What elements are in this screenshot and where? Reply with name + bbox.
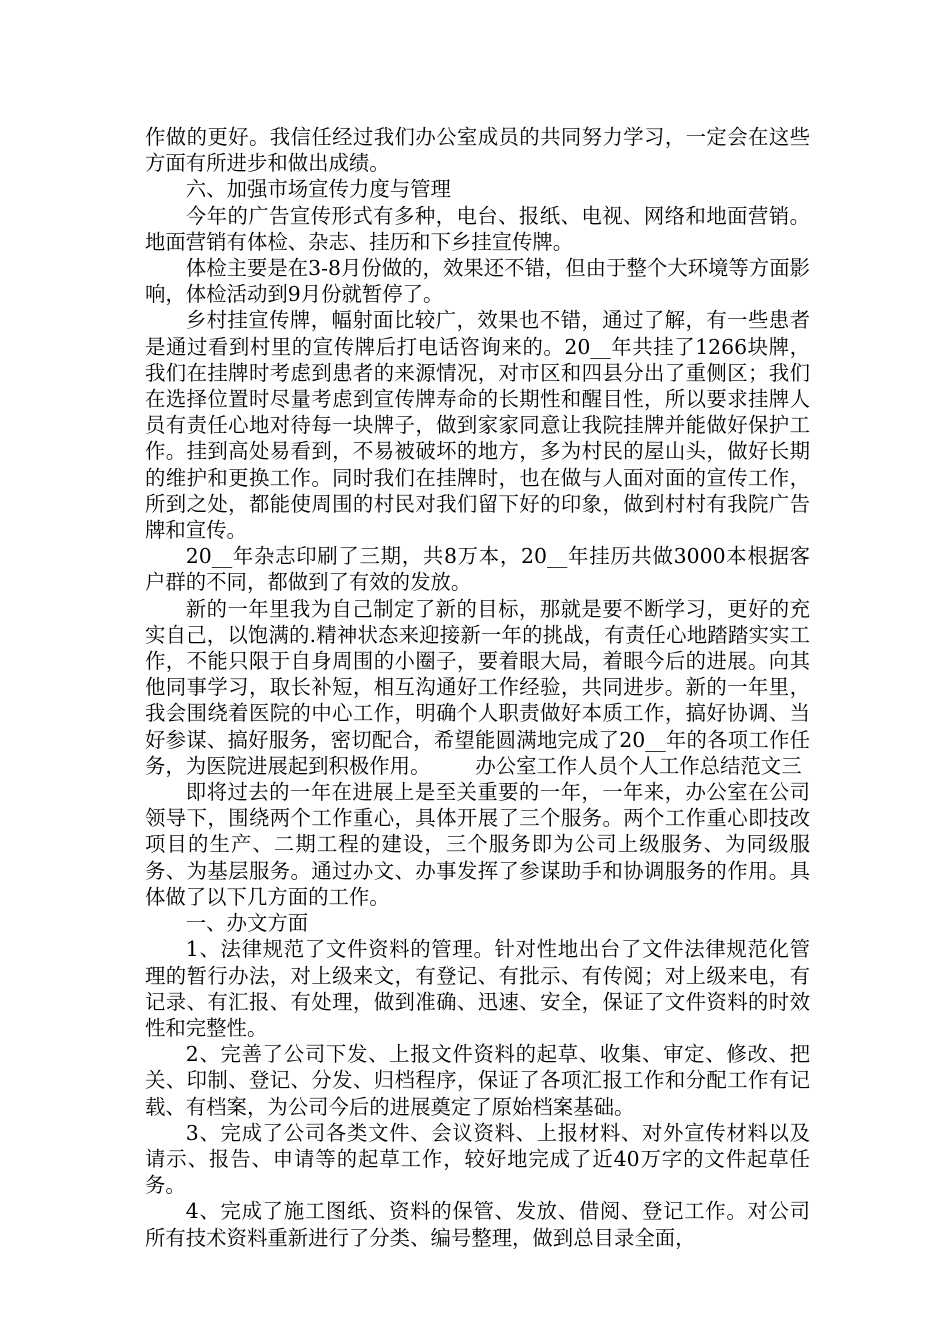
paragraph: 2、完善了公司下发、上报文件资料的起草、收集、审定、修改、把关、印制、登记、分发、归档程序，保证了各项汇报工作和分配工作有记载、有档案，为公司今后的进展奠定了原始档案基础。 xyxy=(145,1042,810,1119)
article-title: 办公室工作人员个人工作总结范文三 xyxy=(475,753,802,778)
section-heading: 一、办文方面 xyxy=(185,911,309,936)
paragraph: 即将过去的一年在进展上是至关重要的一年，一年来，办公室在公司领导下，围绕两个工作重心，具体开展了三个服务。两个工作重心即技改项目的生产、二期工程的建设，三个服务即为公司上级服务、为同级服务、为基层服务。通过办文、办事发挥了参谋助手和协调服务的作用。具体做了以下几方面的工作。 xyxy=(145,780,810,909)
paragraph-text: 新的一年里我为自己制定了新的目标，那就是要不断学习，更好的充实自己，以饱满的.精神状态来迎接新一年的挑战，有责任心地踏踏实实工作，不能只限于自身周围的小圈子，要着眼大局，着眼今后的进展。向其他同事学习，取长补短，相互沟通好工作经验，共同进步。新的一年里，我会围绕着医院的中心工作，明确个人职责做好本质工作，搞好协调、当好参谋、搞好服务，密切配合，希望能圆满地完成了20__年的各项工作任务，为医院进展起到积极作用。 xyxy=(145,596,810,778)
paragraph: 体检主要是在3-8月份做的，效果还不错，但由于整个大环境等方面影响，体检活动到9月份就暂停了。 xyxy=(145,256,810,307)
paragraph: 3、完成了公司各类文件、会议资料、上报材料、对外宣传材料以及请示、报告、申请等的起草工作，较好地完成了近40万字的文件起草任务。 xyxy=(145,1120,810,1198)
paragraph: 今年的广告宣传形式有多种，电台、报纸、电视、网络和地面营销。地面营销有体检、杂志、挂历和下乡挂宣传牌。 xyxy=(145,203,810,254)
paragraph: 4、完成了施工图纸、资料的保管、发放、借阅、登记工作。对公司所有技术资料重新进行了分类、编号整理，做到总目录全面， xyxy=(145,1199,810,1250)
paragraph: 1、法律规范了文件资料的管理。针对性地出台了文件法律规范化管理的暂行办法，对上级来文，有登记、有批示、有传阅；对上级来电，有记录、有汇报、有处理，做到准确、迅速、安全，保证了文件资料的时效性和完整性。 xyxy=(145,937,810,1040)
paragraph: 乡村挂宣传牌，幅射面比较广，效果也不错，通过了解，有一些患者是通过看到村里的宣传牌后打电话咨询来的。20__年共挂了1266块牌，我们在挂牌时考虑到患者的来源情况，对市区和四县分出了重侧区；我们在选择位置时尽量考虑到宣传牌寿命的长期性和醒目性，所以要求挂牌人员有责任心地对待每一块牌子，做到家家同意让我院挂牌并能做好保护工作。挂到高处易看到，不易被破坏的地方，多为村民的屋山头，做好长期的维护和更换工作。同时我们在挂牌时，也在做与人面对面的宣传工作，所到之处，都能使周围的村民对我们留下好的印象，做到村村有我院广告牌和宣传。 xyxy=(145,308,810,543)
paragraph: 20__年杂志印刷了三期，共8万本，20__年挂历共做3000本根据客户群的不同，都做到了有效的发放。 xyxy=(145,544,810,595)
section-heading: 六、加强市场宣传力度与管理 xyxy=(185,177,451,202)
paragraph-with-heading xyxy=(145,596,810,779)
paragraph: 作做的更好。我信任经过我们办公室成员的共同努力学习，一定会在这些方面有所进步和做出成绩。 xyxy=(145,125,810,176)
document-page xyxy=(145,124,810,1251)
